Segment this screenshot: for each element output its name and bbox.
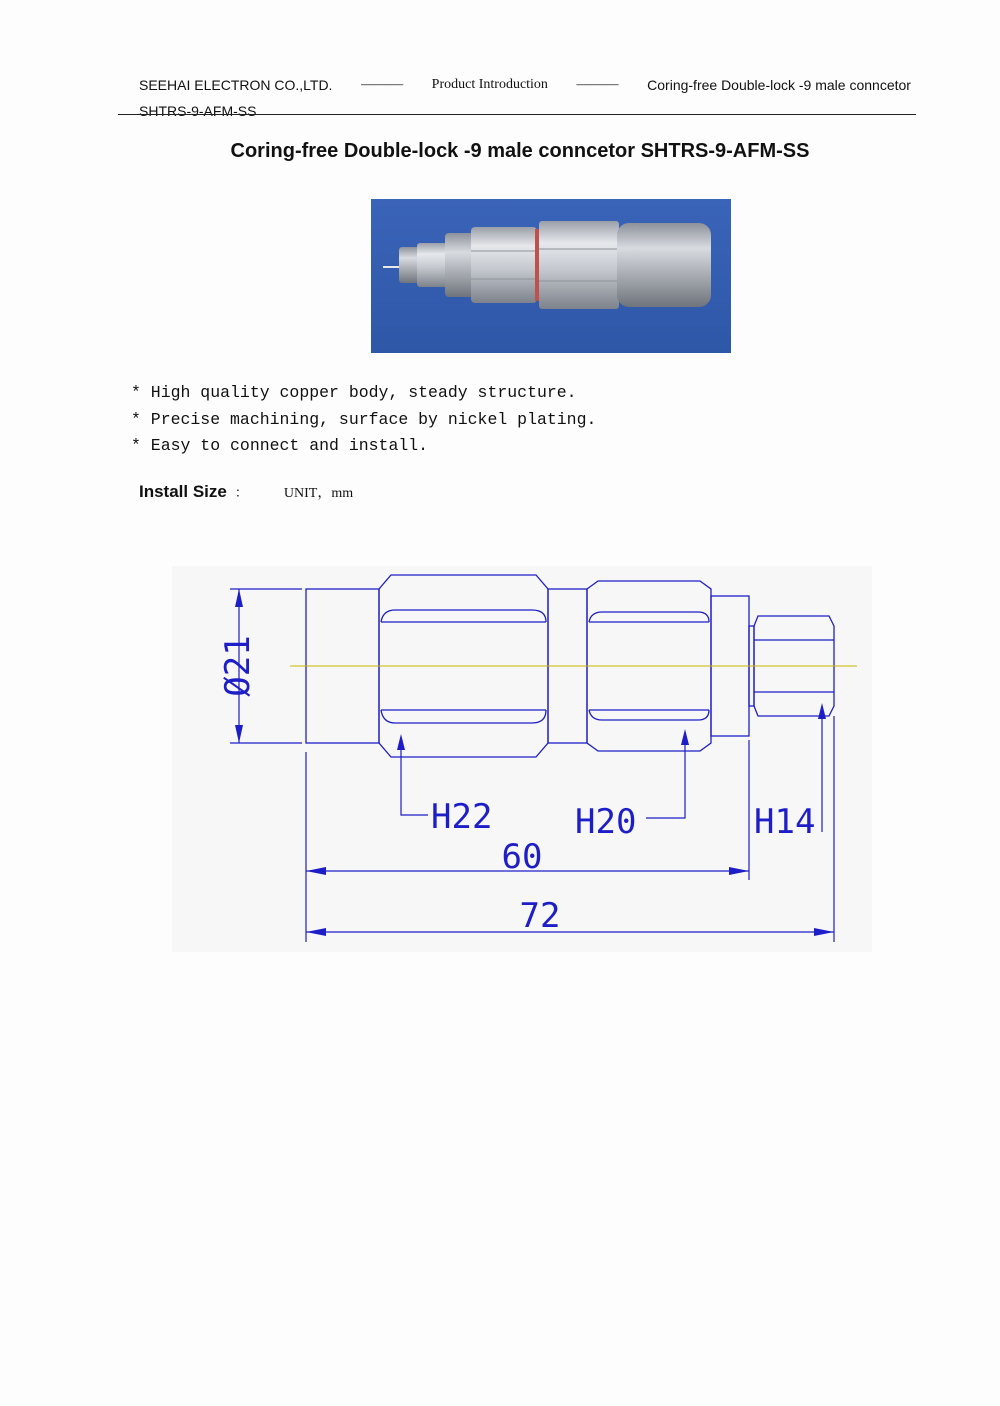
product-photo xyxy=(371,199,731,353)
install-size xyxy=(139,482,353,502)
install-size-label: Install Size xyxy=(139,482,227,501)
header-separator: ——— xyxy=(361,77,404,92)
page-title: Coring-free Double-lock -9 male conncetor SHTRS-9-AFM-SS xyxy=(230,140,810,162)
feature-item: * High quality copper body, steady structure. xyxy=(131,383,577,402)
page-header xyxy=(139,72,911,124)
header-company: SEEHAI ELECTRON CO.,LTD. xyxy=(139,77,333,93)
hex-h14-label: H14 xyxy=(754,802,816,842)
install-size-unit: UNIT，mm xyxy=(283,486,354,501)
header-divider xyxy=(118,114,916,115)
feature-item: * Easy to connect and install. xyxy=(131,436,429,455)
header-section: Product Introduction xyxy=(431,77,548,92)
header-separator: ——— xyxy=(576,77,619,92)
diameter-label: Ø21 xyxy=(218,635,258,697)
header-product: Coring-free Double-lock -9 male conncetor xyxy=(647,77,911,93)
hex-h22-label: H22 xyxy=(431,797,493,837)
hex-h20-label: H20 xyxy=(575,802,637,842)
feature-item: * Precise machining, surface by nickel plating. xyxy=(131,409,597,429)
length-72-label: 72 xyxy=(519,896,561,936)
length-60-label: 60 xyxy=(501,837,543,877)
feature-list xyxy=(131,380,596,460)
install-size-colon: ： xyxy=(234,485,248,500)
header-model: SHTRS-9-AFM-SS xyxy=(139,103,257,119)
dimension-drawing xyxy=(172,566,872,952)
